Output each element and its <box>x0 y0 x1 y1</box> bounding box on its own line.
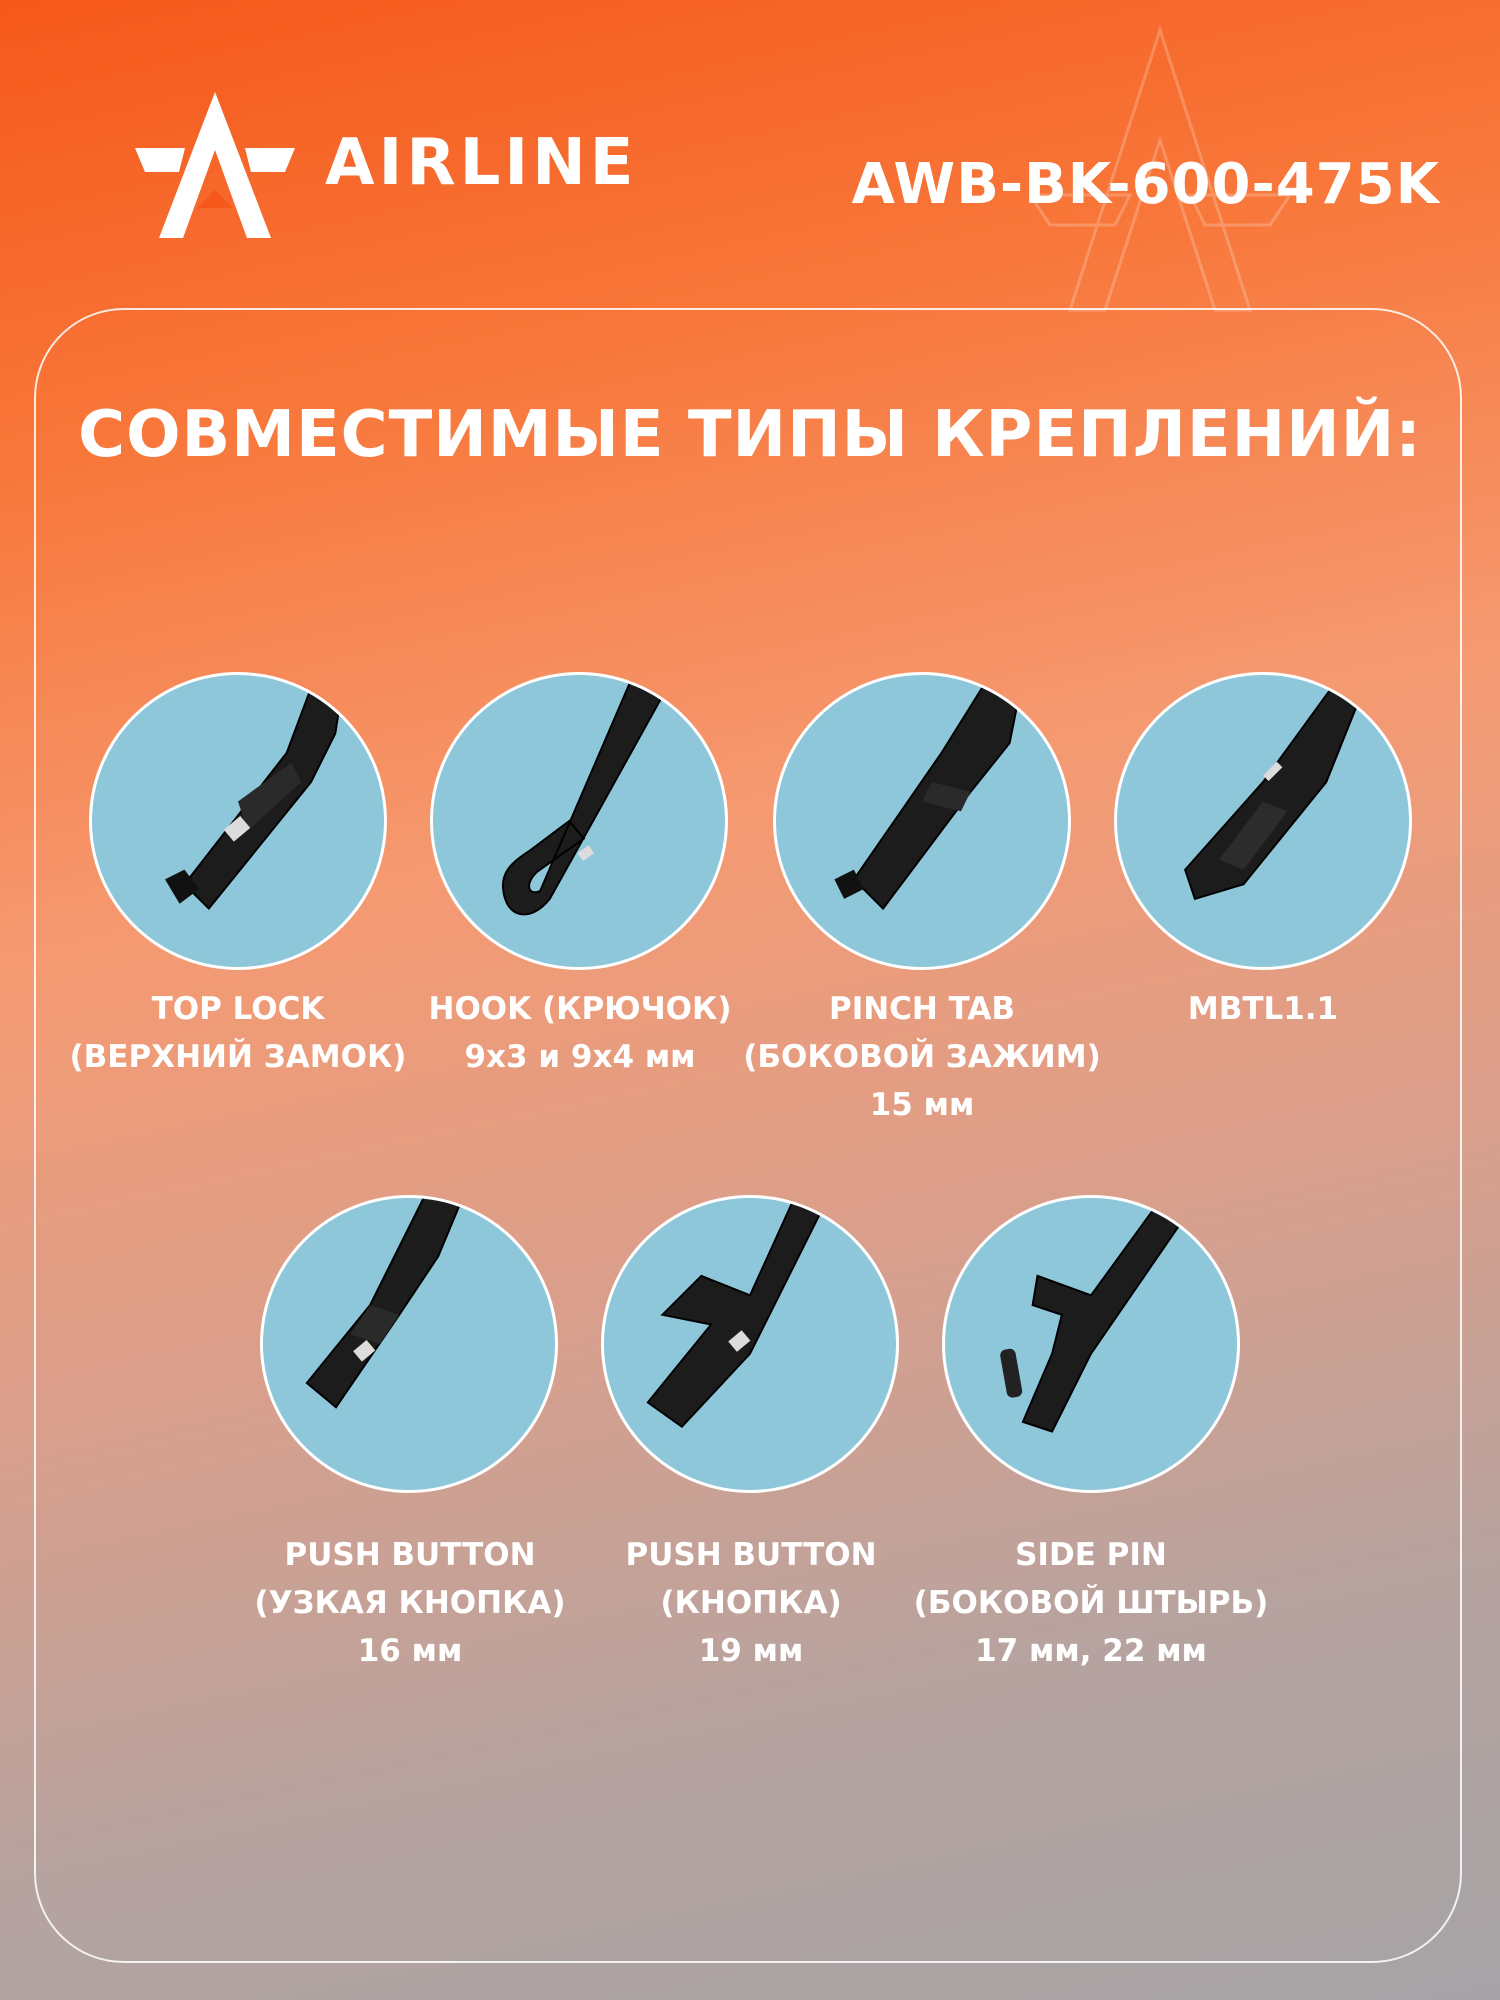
mount-caption <box>891 1531 1291 1675</box>
mount-caption <box>38 985 438 1081</box>
mount-size: 16 мм <box>357 1633 463 1669</box>
mount-subtitle: (БОКОВОЙ ЗАЖИМ) <box>743 1039 1101 1075</box>
mount-size: 19 мм <box>698 1633 804 1669</box>
mount-name: MBTL1.1 <box>1187 991 1339 1027</box>
hook-adapter-icon <box>430 672 728 970</box>
mount-size: 15 мм <box>869 1087 975 1123</box>
mount-size: 17 мм, 22 мм <box>975 1633 1207 1669</box>
mount-subtitle: (УЗКАЯ КНОПКА) <box>254 1585 566 1621</box>
top-lock-adapter-icon <box>89 672 387 970</box>
mount-subtitle: (КНОПКА) <box>660 1585 842 1621</box>
mount-caption <box>210 1531 610 1675</box>
narrow-push-button-adapter-icon <box>260 1195 558 1493</box>
mount-caption <box>380 985 780 1081</box>
mbtl-adapter-icon <box>1114 672 1412 970</box>
brand-name: AIRLINE <box>325 126 638 200</box>
mount-name: PUSH BUTTON <box>284 1537 536 1573</box>
mount-caption <box>722 985 1122 1129</box>
mount-name: PINCH TAB <box>828 991 1016 1027</box>
airline-a-logo-icon <box>135 90 295 240</box>
mount-subtitle: 9x3 и 9x4 мм <box>464 1039 696 1075</box>
mount-caption <box>1063 985 1463 1033</box>
push-button-adapter-icon <box>601 1195 899 1493</box>
content-panel <box>34 308 1462 1963</box>
product-code: AWB-BK-600-475K <box>851 152 1440 217</box>
mount-name: PUSH BUTTON <box>625 1537 877 1573</box>
mount-subtitle: (ВЕРХНИЙ ЗАМОК) <box>69 1039 407 1075</box>
mount-name: SIDE PIN <box>1015 1537 1167 1573</box>
side-pin-adapter-icon <box>942 1195 1240 1493</box>
pinch-tab-adapter-icon <box>773 672 1071 970</box>
mount-name: HOOK (КРЮЧОК) <box>428 991 732 1027</box>
mount-subtitle: (БОКОВОЙ ШТЫРЬ) <box>913 1585 1269 1621</box>
mount-name: TOP LOCK <box>151 991 325 1027</box>
brand-logo <box>135 90 695 240</box>
page-title: СОВМЕСТИМЫЕ ТИПЫ КРЕПЛЕНИЙ: <box>78 398 1422 472</box>
